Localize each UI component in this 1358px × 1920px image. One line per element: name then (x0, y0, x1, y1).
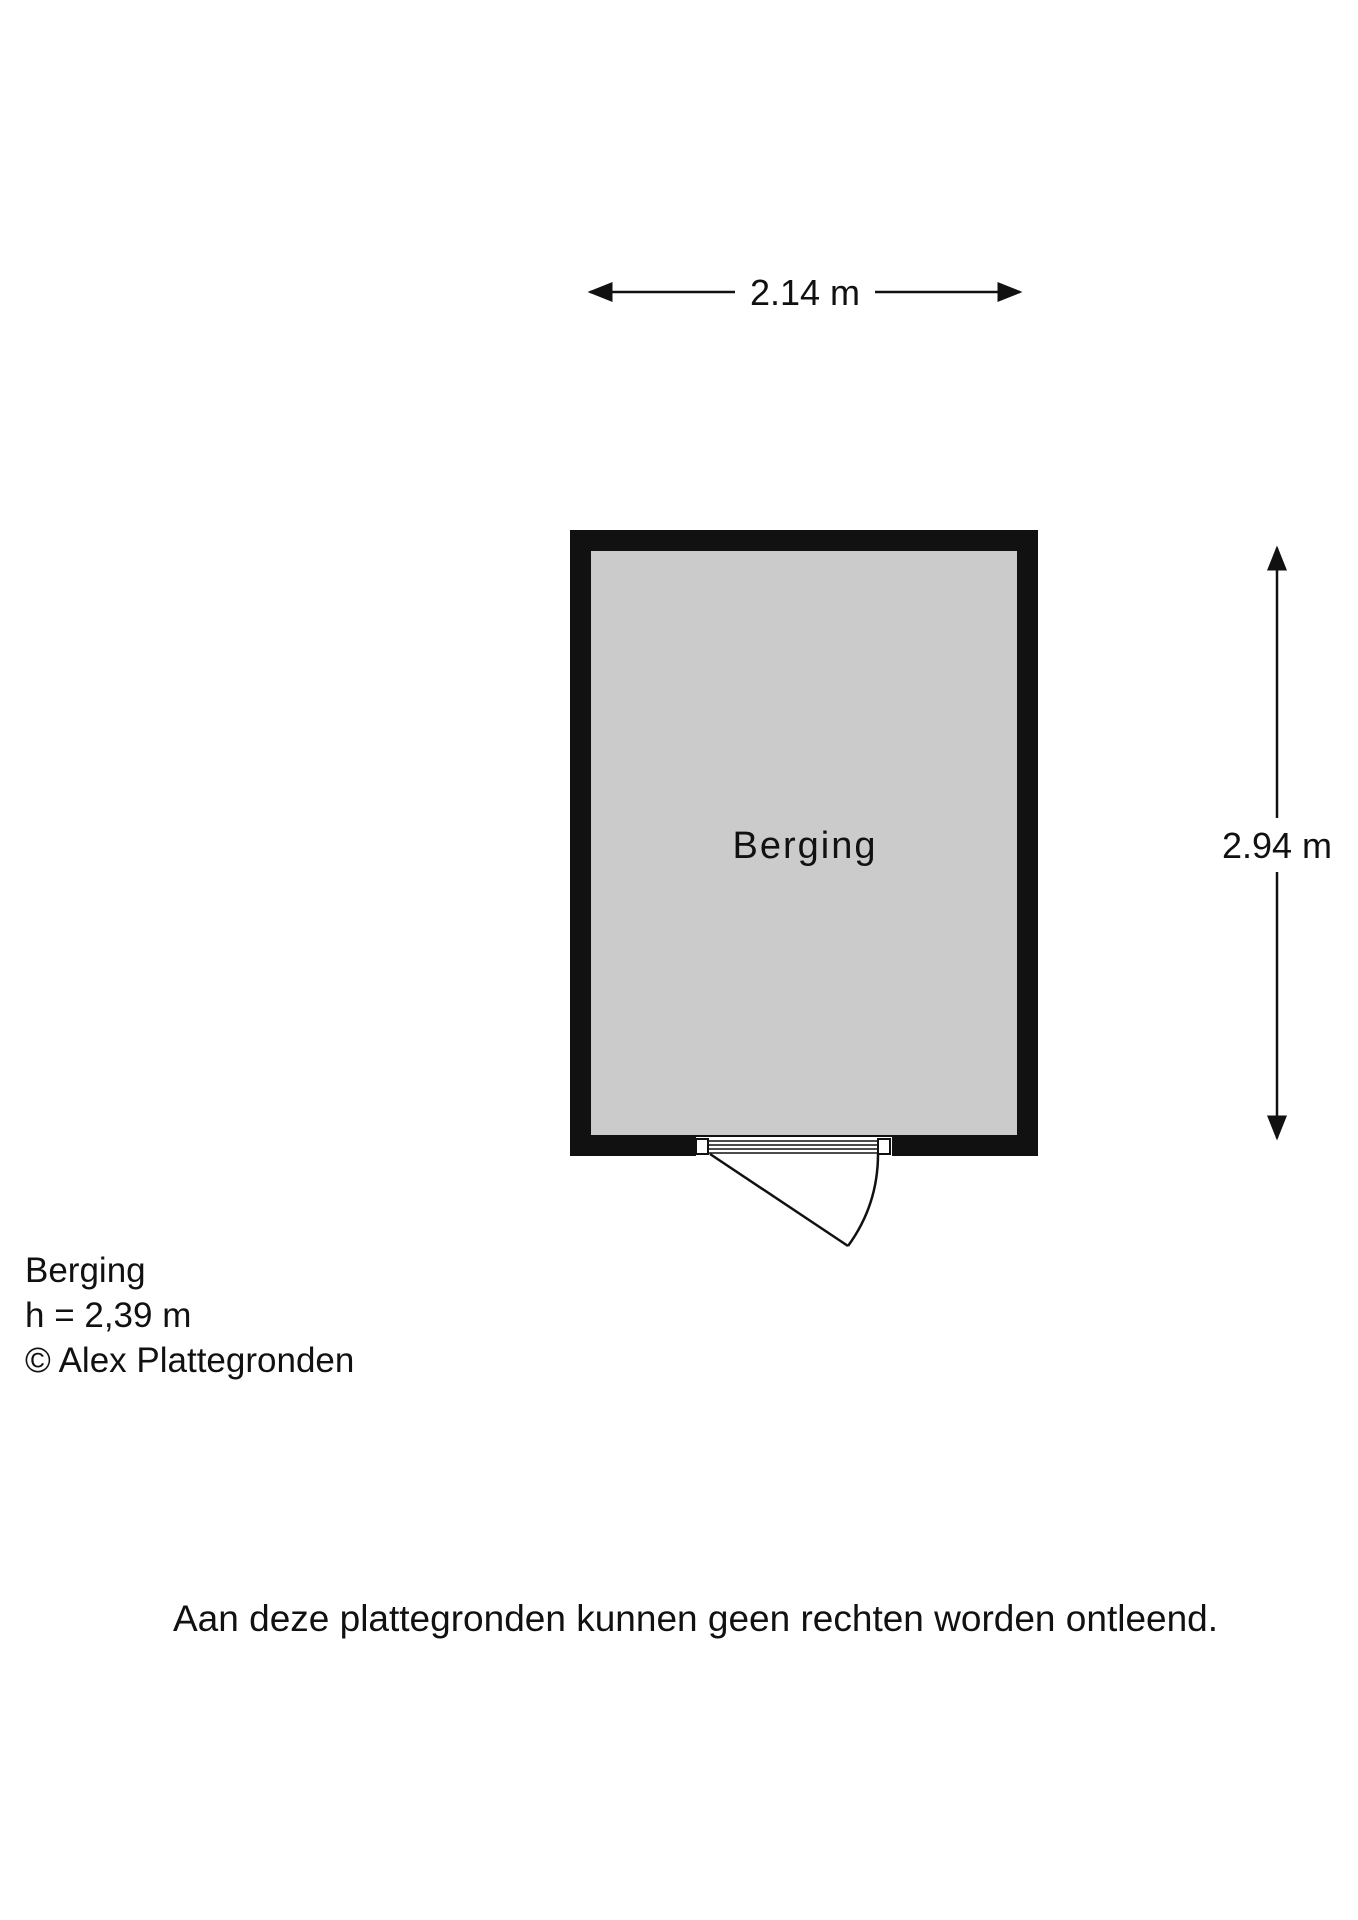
plan-info (25, 1248, 354, 1383)
disclaimer-text: Aan deze plattegronden kunnen geen rechten worden ontleend. (173, 1598, 1219, 1639)
info-copyright: © Alex Plattegronden (25, 1341, 355, 1380)
width-dimension-label: 2.14 m (749, 272, 861, 313)
door-jamb-left (696, 1139, 708, 1154)
info-ceiling-height: h = 2,39 m (25, 1296, 192, 1335)
depth-dimension (1222, 548, 1332, 1138)
door-jamb-right (878, 1139, 890, 1154)
room-berging (581, 541, 1028, 1146)
door-swing-arc (848, 1154, 878, 1246)
depth-dimension-label: 2.94 m (1221, 825, 1333, 866)
info-room-name: Berging (25, 1251, 146, 1290)
door (696, 1137, 892, 1246)
width-dimension (590, 272, 1020, 313)
room-label: Berging (732, 825, 878, 867)
door-leaf (710, 1154, 848, 1246)
